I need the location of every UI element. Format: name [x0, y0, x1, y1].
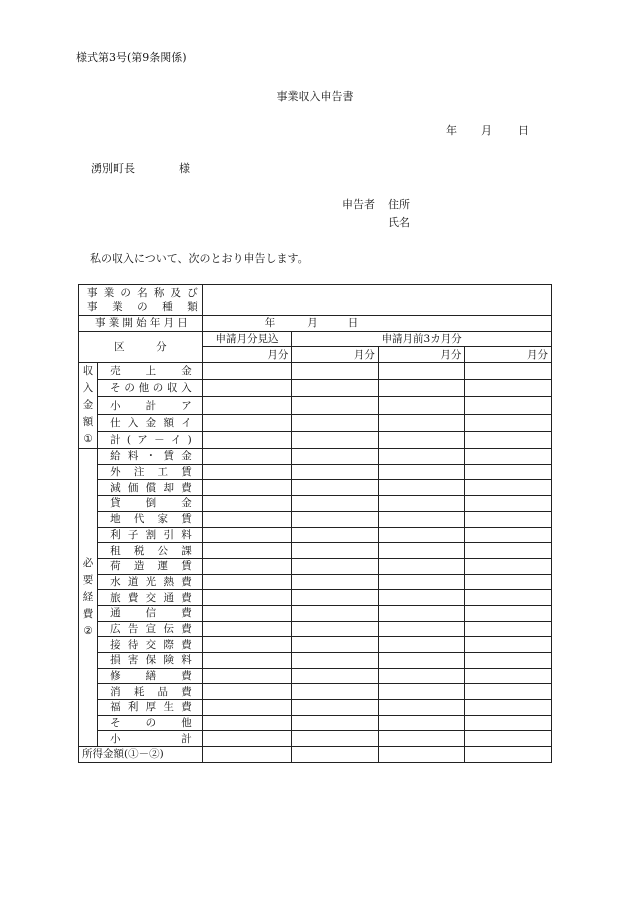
expense-amount-cell[interactable] [292, 653, 379, 669]
expense-amount-cell[interactable] [292, 527, 379, 543]
expense-amount-cell[interactable] [378, 700, 465, 716]
expense-amount-cell[interactable] [378, 621, 465, 637]
expense-amount-cell[interactable] [465, 449, 552, 465]
expense-amount-cell[interactable] [202, 449, 292, 465]
income-amount-cell[interactable] [292, 397, 379, 414]
column-header-row [79, 331, 552, 347]
start-date-field[interactable] [202, 316, 551, 332]
expense-item-label: 接待交際費 [98, 637, 203, 653]
income-amount-cell[interactable] [202, 414, 292, 431]
income-amount-cell[interactable] [465, 431, 552, 448]
expense-amount-cell[interactable] [202, 668, 292, 684]
income-row [79, 431, 552, 448]
profit-label: 所得金額(①－②) [79, 747, 203, 763]
income-amount-cell[interactable] [202, 431, 292, 448]
income-item-label: 仕入金額イ [98, 414, 203, 431]
expense-row [79, 511, 552, 527]
expense-amount-cell[interactable] [465, 590, 552, 606]
income-amount-cell[interactable] [465, 363, 552, 380]
income-declaration-table [78, 284, 552, 763]
income-amount-cell[interactable] [202, 380, 292, 397]
income-amount-cell[interactable] [465, 380, 552, 397]
income-group-label-char: 入 [82, 382, 94, 395]
income-item-label: 計(ア－イ) [98, 431, 203, 448]
start-date-month: 月 [307, 317, 318, 330]
expense-amount-cell[interactable] [292, 731, 379, 747]
start-date-day: 日 [347, 317, 359, 330]
expense-amount-cell[interactable] [378, 527, 465, 543]
expense-row [79, 605, 552, 621]
expense-item-label: 小計 [98, 731, 203, 747]
applicant-label: 申告者 [342, 198, 375, 211]
income-item-label: 売上金 [98, 363, 203, 380]
income-group-label [79, 363, 98, 449]
expense-group-label-char: 要 [82, 574, 94, 587]
income-item-label: 小計ア [98, 397, 203, 414]
expense-item-label: 消耗品費 [98, 684, 203, 700]
expense-amount-cell[interactable] [202, 715, 292, 731]
income-amount-cell[interactable] [202, 363, 292, 380]
category-header: 区 分 [79, 331, 203, 362]
expense-item-label: 利子割引料 [98, 527, 203, 543]
income-row [79, 397, 552, 414]
expense-amount-cell[interactable] [292, 637, 379, 653]
estimate-column-header: 申請月分見込 [202, 331, 292, 347]
applicant-name-label: 氏名 [388, 216, 410, 229]
expense-row [79, 574, 552, 590]
expense-amount-cell[interactable] [465, 700, 552, 716]
expense-amount-cell[interactable] [465, 558, 552, 574]
expense-row [79, 684, 552, 700]
expense-amount-cell[interactable] [292, 668, 379, 684]
start-date-year: 年 [264, 317, 276, 330]
expense-item-label: 地代家賃 [98, 511, 203, 527]
expense-amount-cell[interactable] [378, 574, 465, 590]
month-label: 月分 [292, 347, 379, 363]
profit-amount-cell[interactable] [292, 747, 379, 763]
expense-row [79, 527, 552, 543]
expense-row [79, 700, 552, 716]
expense-amount-cell[interactable] [378, 590, 465, 606]
expense-amount-cell[interactable] [378, 653, 465, 669]
expense-row [79, 668, 552, 684]
start-date-label: 事業開始年月日 [79, 316, 203, 332]
expense-amount-cell[interactable] [378, 715, 465, 731]
expense-amount-cell[interactable] [465, 731, 552, 747]
expense-amount-cell[interactable] [465, 543, 552, 559]
date-month: 月 [481, 124, 492, 137]
prior-months-column-header: 申請月前3カ月分 [292, 331, 552, 347]
expense-amount-cell[interactable] [378, 637, 465, 653]
expense-amount-cell[interactable] [202, 496, 292, 512]
expense-row [79, 464, 552, 480]
expense-amount-cell[interactable] [292, 464, 379, 480]
income-amount-cell[interactable] [202, 397, 292, 414]
expense-amount-cell[interactable] [378, 449, 465, 465]
expense-amount-cell[interactable] [465, 511, 552, 527]
expense-amount-cell[interactable] [465, 621, 552, 637]
expense-item-label: 減価償却費 [98, 480, 203, 496]
expense-amount-cell[interactable] [465, 527, 552, 543]
expense-amount-cell[interactable] [202, 637, 292, 653]
income-amount-cell[interactable] [378, 431, 465, 448]
expense-group-label-char: 必 [82, 557, 94, 570]
expense-amount-cell[interactable] [465, 684, 552, 700]
expense-group-label-char: 経 [82, 591, 94, 604]
month-label: 月分 [202, 347, 292, 363]
expense-item-label: 旅費交通費 [98, 590, 203, 606]
income-group-label-char: 収 [82, 365, 94, 378]
expense-amount-cell[interactable] [378, 605, 465, 621]
expense-amount-cell[interactable] [202, 653, 292, 669]
expense-amount-cell[interactable] [292, 574, 379, 590]
business-name-row [79, 285, 552, 316]
expense-amount-cell[interactable] [202, 731, 292, 747]
income-amount-cell[interactable] [292, 431, 379, 448]
income-group-label-char: 額 [82, 416, 94, 429]
expense-amount-cell[interactable] [292, 621, 379, 637]
applicant-address-label: 住所 [388, 198, 410, 211]
intro-statement: 私の収入について、次のとおり申告します。 [90, 252, 309, 265]
expense-amount-cell[interactable] [465, 480, 552, 496]
income-amount-cell[interactable] [378, 380, 465, 397]
expense-item-label: 福利厚生費 [98, 700, 203, 716]
expense-amount-cell[interactable] [202, 480, 292, 496]
expense-amount-cell[interactable] [202, 511, 292, 527]
expense-amount-cell[interactable] [378, 496, 465, 512]
expense-amount-cell[interactable] [292, 590, 379, 606]
business-name-field[interactable] [202, 285, 551, 316]
expense-item-label: 水道光熱費 [98, 574, 203, 590]
expense-amount-cell[interactable] [292, 511, 379, 527]
expense-row [79, 558, 552, 574]
start-date-row [79, 316, 552, 332]
expense-group-label-char: 費 [82, 608, 94, 621]
expense-item-label: 給料・賃金 [98, 449, 203, 465]
expense-amount-cell[interactable] [292, 684, 379, 700]
income-item-label: その他の収入 [98, 380, 203, 397]
expense-amount-cell[interactable] [465, 715, 552, 731]
expense-amount-cell[interactable] [292, 480, 379, 496]
expense-item-label: 荷造運賃 [98, 558, 203, 574]
expense-row [79, 715, 552, 731]
income-row [79, 380, 552, 397]
expense-amount-cell[interactable] [378, 684, 465, 700]
income-amount-cell[interactable] [378, 414, 465, 431]
expense-amount-cell[interactable] [202, 700, 292, 716]
month-label: 月分 [465, 347, 552, 363]
expense-amount-cell[interactable] [292, 449, 379, 465]
date-year: 年 [446, 124, 457, 137]
expense-amount-cell[interactable] [202, 464, 292, 480]
expense-group-label-char: ② [83, 625, 93, 638]
income-amount-cell[interactable] [378, 397, 465, 414]
income-group-label-char: ① [83, 433, 93, 446]
expense-amount-cell[interactable] [202, 558, 292, 574]
expense-row [79, 653, 552, 669]
expense-item-label: 通信費 [98, 605, 203, 621]
profit-row [79, 747, 552, 763]
expense-amount-cell[interactable] [378, 558, 465, 574]
income-amount-cell[interactable] [292, 414, 379, 431]
income-amount-cell[interactable] [465, 414, 552, 431]
expense-row [79, 496, 552, 512]
month-label: 月分 [378, 347, 465, 363]
expense-row [79, 480, 552, 496]
income-amount-cell[interactable] [292, 363, 379, 380]
expense-row [79, 590, 552, 606]
expense-row [79, 731, 552, 747]
form-number: 様式第3号(第9条関係) [76, 51, 187, 64]
expense-amount-cell[interactable] [378, 480, 465, 496]
addressee: 湧別町長 様 [91, 162, 190, 175]
expense-amount-cell[interactable] [465, 605, 552, 621]
expense-row [79, 637, 552, 653]
income-amount-cell[interactable] [465, 397, 552, 414]
expense-amount-cell[interactable] [378, 464, 465, 480]
expense-amount-cell[interactable] [465, 496, 552, 512]
expense-amount-cell[interactable] [465, 637, 552, 653]
expense-amount-cell[interactable] [378, 731, 465, 747]
expense-amount-cell[interactable] [465, 668, 552, 684]
profit-amount-cell[interactable] [202, 747, 292, 763]
expense-amount-cell[interactable] [465, 653, 552, 669]
income-group-label-char: 金 [82, 399, 94, 412]
expense-amount-cell[interactable] [292, 543, 379, 559]
expense-amount-cell[interactable] [378, 511, 465, 527]
expense-amount-cell[interactable] [378, 543, 465, 559]
expense-amount-cell[interactable] [202, 543, 292, 559]
expense-amount-cell[interactable] [292, 605, 379, 621]
income-row [79, 414, 552, 431]
expense-item-label: 貸倒金 [98, 496, 203, 512]
document-title: 事業収入申告書 [276, 90, 354, 103]
expense-amount-cell[interactable] [202, 684, 292, 700]
business-name-label: 事業の名称及び 事業の種類 [79, 285, 203, 316]
expense-item-label: 外注工賃 [98, 464, 203, 480]
profit-amount-cell[interactable] [378, 747, 465, 763]
expense-amount-cell[interactable] [292, 496, 379, 512]
expense-row [79, 621, 552, 637]
income-amount-cell[interactable] [378, 363, 465, 380]
expense-amount-cell[interactable] [202, 574, 292, 590]
expense-amount-cell[interactable] [202, 590, 292, 606]
expense-amount-cell[interactable] [292, 700, 379, 716]
expense-amount-cell[interactable] [292, 715, 379, 731]
expense-amount-cell[interactable] [465, 464, 552, 480]
expense-amount-cell[interactable] [292, 558, 379, 574]
expense-row [79, 449, 552, 465]
expense-item-label: その他 [98, 715, 203, 731]
date-day: 日 [518, 124, 529, 137]
expense-item-label: 広告宣伝費 [98, 621, 203, 637]
expense-item-label: 修繕費 [98, 668, 203, 684]
expense-amount-cell[interactable] [202, 605, 292, 621]
expense-amount-cell[interactable] [202, 621, 292, 637]
expense-item-label: 損害保険料 [98, 653, 203, 669]
income-amount-cell[interactable] [292, 380, 379, 397]
expense-item-label: 租税公課 [98, 543, 203, 559]
expense-group-label [79, 449, 98, 747]
expense-row [79, 543, 552, 559]
profit-amount-cell[interactable] [465, 747, 552, 763]
income-row [79, 363, 552, 380]
expense-amount-cell[interactable] [202, 527, 292, 543]
date-line [446, 122, 529, 138]
expense-amount-cell[interactable] [465, 574, 552, 590]
expense-amount-cell[interactable] [378, 668, 465, 684]
